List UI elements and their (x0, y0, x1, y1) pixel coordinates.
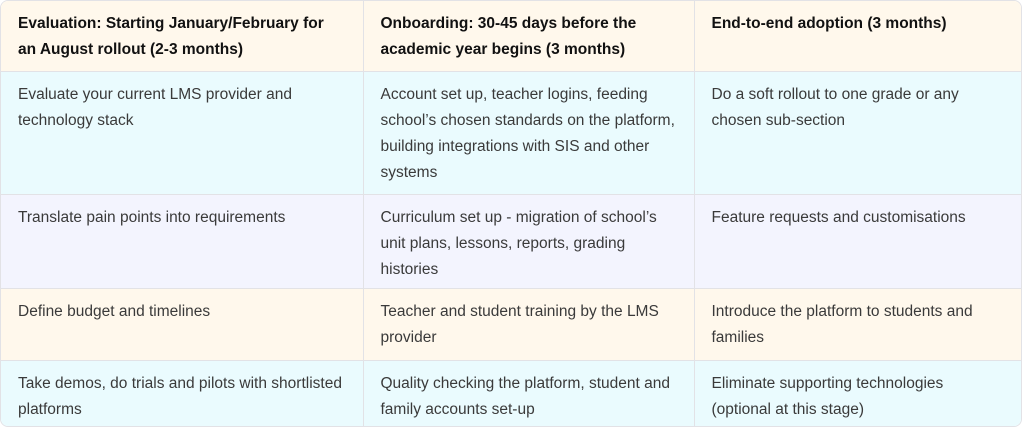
cell-evaluation: Evaluate your current LMS provider and technology stack (1, 71, 363, 194)
table-header-row (1, 1, 1021, 71)
header-evaluation: Evaluation: Starting January/February for an August rollout (2-3 months) (1, 1, 363, 71)
cell-evaluation: Take demos, do trials and pilots with shortlisted platforms (1, 360, 363, 427)
table-row (1, 360, 1021, 427)
rollout-timeline-table (1, 1, 1021, 427)
cell-adoption: Introduce the platform to students and families (694, 288, 1021, 360)
table-row (1, 288, 1021, 360)
cell-adoption: Do a soft rollout to one grade or any chosen sub-section (694, 71, 1021, 194)
cell-adoption: Eliminate supporting technologies (optional at this stage) (711, 374, 944, 418)
cell-evaluation: Translate pain points into requirements (1, 194, 363, 288)
cell-onboarding: Curriculum set up - migration of school’s unit plans, lessons, reports, grading histories (363, 194, 694, 288)
cell-onboarding: Quality checking the platform, student and family accounts set-up (363, 360, 694, 427)
cell-onboarding: Account set up, teacher logins, feeding school’s chosen standards on the platform, building integrations with SIS and other systems (363, 71, 694, 194)
cell-evaluation: Define budget and timelines (1, 288, 363, 360)
cell-onboarding: Teacher and student training by the LMS provider (363, 288, 694, 360)
table-row (1, 194, 1021, 288)
table-row (1, 71, 1021, 194)
header-adoption: End-to-end adoption (3 months) (694, 1, 1021, 71)
header-onboarding: Onboarding: 30-45 days before the academic year begins (3 months) (363, 1, 694, 71)
cell-adoption: Feature requests and customisations (694, 194, 1021, 288)
